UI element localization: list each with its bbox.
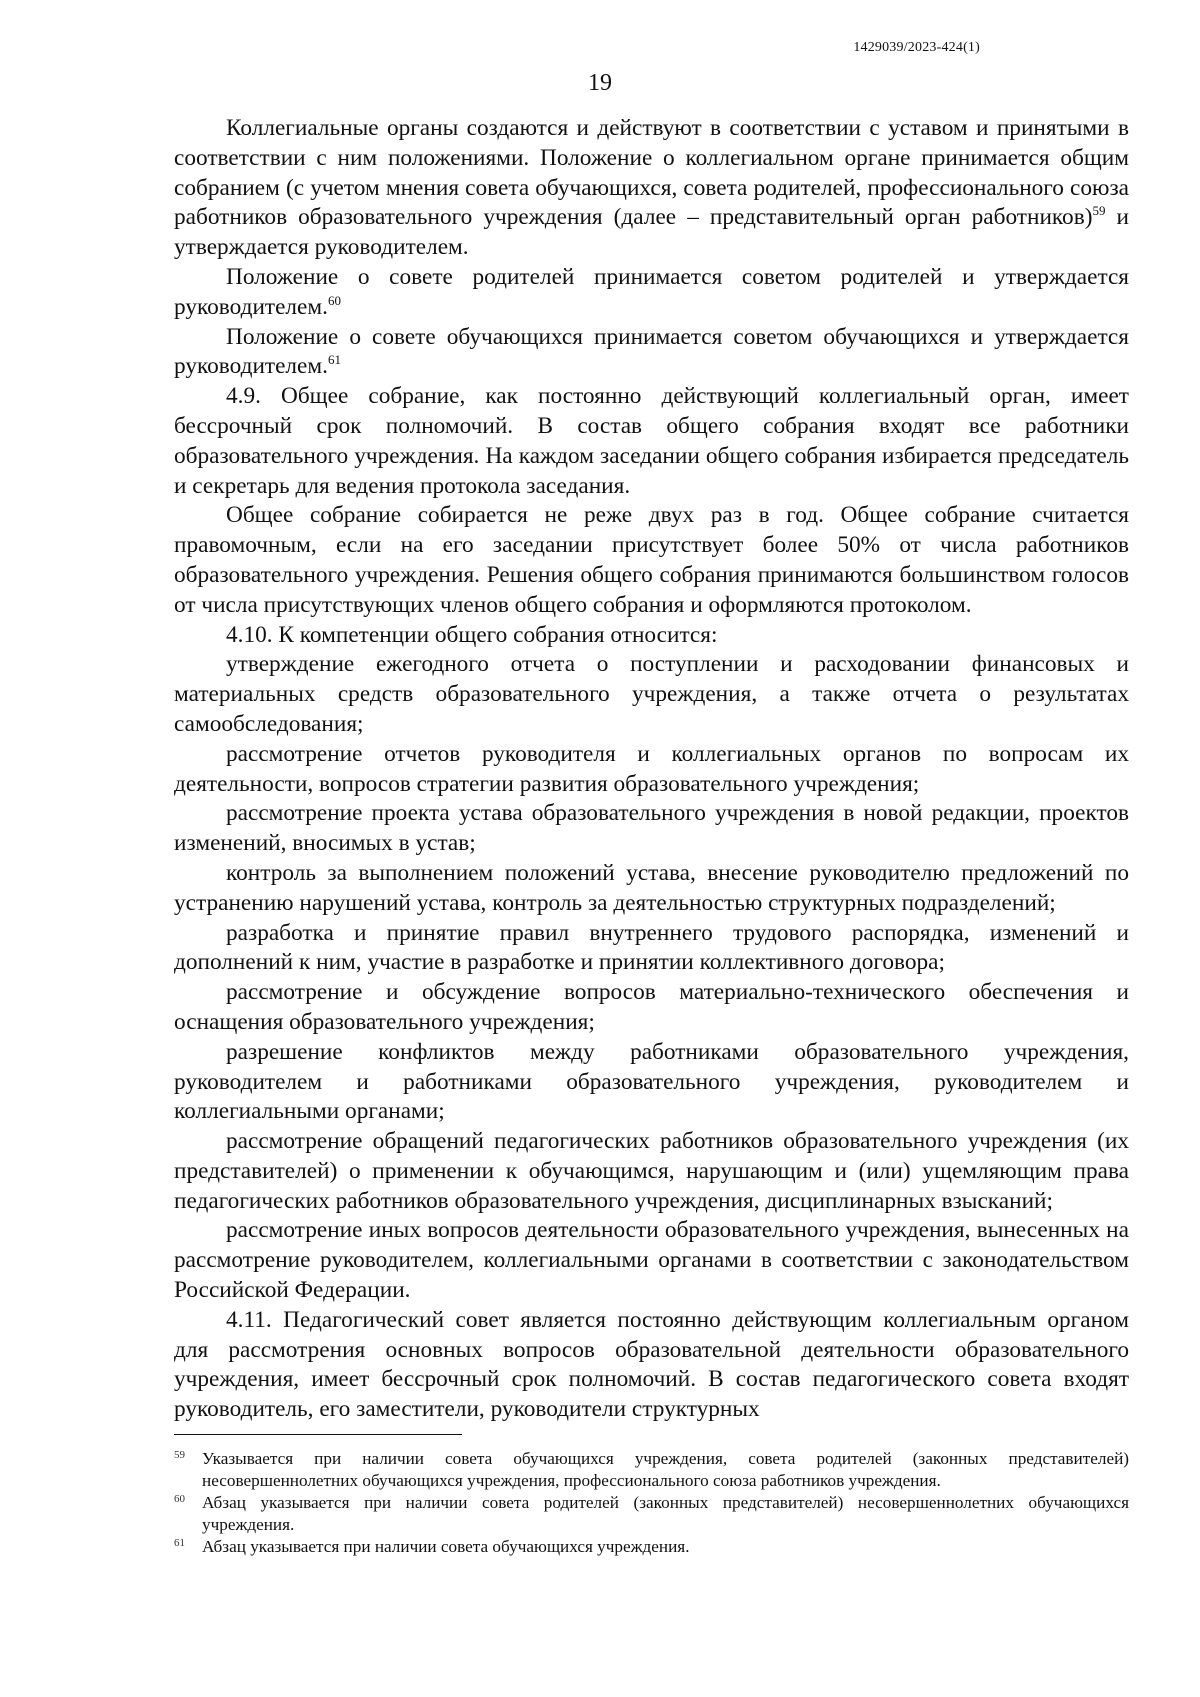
footnote-mark: 61 bbox=[174, 1537, 185, 1549]
body-text bbox=[174, 114, 1129, 1425]
document-id: 1429039/2023-424(1) bbox=[853, 40, 980, 55]
list-item bbox=[174, 1216, 1129, 1305]
paragraph-text: разработка и принятие правил внутреннего трудового распорядка, изменений и дополнений к ним, участие в разработке и принятии коллективного договора; bbox=[174, 919, 1129, 976]
paragraph bbox=[174, 382, 1129, 501]
paragraph bbox=[174, 263, 1129, 323]
paragraph bbox=[174, 323, 1129, 383]
paragraph-text: 4.9. Общее собрание, как постоянно действующий коллегиальный орган, имеет бессрочный срок полномочий. В состав общего собрания входят все работники образовательного учреждения. На каждом заседании общего собрания избирается председатель и секретарь для ведения протокола заседания. bbox=[174, 383, 1129, 499]
paragraph-text: утверждение ежегодного отчета о поступлении и расходовании финансовых и материальных средств образовательного учреждения, а также отчета о результатах самообследования; bbox=[174, 651, 1129, 737]
footnote-text: Абзац указывается при наличии совета обучающихся учреждения. bbox=[202, 1537, 690, 1556]
paragraph-text: 4.10. К компетенции общего собрания относится: bbox=[226, 621, 718, 648]
paragraph-text: рассмотрение отчетов руководителя и коллегиальных органов по вопросам их деятельности, вопросов стратегии развития образовательного учреждения; bbox=[174, 740, 1129, 797]
paragraph-text: контроль за выполнением положений устава, внесение руководителю предложений по устранению нарушений устава, контроль за деятельностью структурных подразделений; bbox=[174, 859, 1129, 916]
list-item bbox=[174, 919, 1129, 979]
footnote-mark: 59 bbox=[174, 1449, 185, 1461]
list-item bbox=[174, 859, 1129, 919]
paragraph-text: рассмотрение проекта устава образовательного учреждения в новой редакции, проектов изменений, вносимых в устав; bbox=[174, 800, 1129, 857]
paragraph-text: Коллегиальные органы создаются и действуют в соответствии с уставом и принятыми в соответствии с ним положениями. Положение о коллегиальном органе принимается общим собранием (с учетом мнения совета обучающихся, совета родителей, профессионального союза работников образовательного учреждения (далее – представительный орган работников) bbox=[174, 115, 1129, 231]
paragraph-text: 4.11. Педагогический совет является постоянно действующим коллегиальным органом для рассмотрения основных вопросов образовательной деятельности образовательного учреждения, имеет бессрочный срок полномочий. В состав педагогического совета входят руководитель, его заместители, руководители структурных bbox=[174, 1306, 1129, 1423]
paragraph-text: Положение о совете родителей принимается советом родителей и утверждается руководителем. bbox=[174, 263, 1129, 320]
list-item bbox=[174, 799, 1129, 859]
footnote-ref: 60 bbox=[327, 293, 341, 309]
footnote-text: Указывается при наличии совета обучающихся учреждения, совета родителей (законных представителей) несовершеннолетних обучающихся учреждения, профессионального союза работников учреждения. bbox=[202, 1449, 1129, 1490]
footnote-divider bbox=[174, 1434, 462, 1435]
list-item bbox=[174, 978, 1129, 1038]
footnote-text: Абзац указывается при наличии совета родителей (законных представителей) несовершеннолетних обучающихся учреждения. bbox=[202, 1493, 1129, 1534]
paragraph-text: рассмотрение и обсуждение вопросов материально-технического обеспечения и оснащения образовательного учреждения; bbox=[174, 979, 1129, 1035]
paragraph bbox=[174, 114, 1129, 263]
footnote-ref: 61 bbox=[327, 352, 341, 368]
paragraph bbox=[174, 501, 1129, 620]
paragraph-text: Общее собрание собирается не реже двух раз в год. Общее собрание считается правомочным, если на его заседании присутствует более 50% от числа работников образовательного учреждения. Решения общего собрания принимаются большинством голосов от числа присутствующих членов общего собрания и оформляются протоколом. bbox=[174, 502, 1129, 618]
footnote-mark: 60 bbox=[174, 1493, 185, 1505]
list-item bbox=[174, 1127, 1129, 1216]
paragraph-text: разрешение конфликтов между работниками образовательного учреждения, руководителем и работниками образовательного учреждения, руководителем и коллегиальными органами; bbox=[174, 1038, 1129, 1125]
footnotes bbox=[174, 1448, 1129, 1558]
list-item bbox=[174, 650, 1129, 739]
paragraph-text-after-ref: и утверждается руководителем. bbox=[174, 204, 1129, 261]
paragraph bbox=[174, 1306, 1129, 1425]
list-item bbox=[174, 1038, 1129, 1127]
paragraph bbox=[174, 621, 1129, 651]
footnote bbox=[174, 1448, 1129, 1492]
paragraph-text: рассмотрение обращений педагогических работников образовательного учреждения (их представителей) о применении к обучающимся, нарушающим и (или) ущемляющим права педагогических работников образовательного учреждения, дисциплинарных взысканий; bbox=[174, 1128, 1129, 1214]
paragraph-text: рассмотрение иных вопросов деятельности образовательного учреждения, вынесенных на рассмотрение руководителем, коллегиальными органами в соответствии с законодательством Российской Федерации. bbox=[174, 1217, 1129, 1304]
footnote bbox=[174, 1536, 1129, 1558]
paragraph-text: Положение о совете обучающихся принимается советом обучающихся и утверждается руководителем. bbox=[174, 323, 1129, 380]
page-number: 19 bbox=[588, 70, 612, 96]
footnote bbox=[174, 1492, 1129, 1536]
list-item bbox=[174, 740, 1129, 800]
footnote-ref: 59 bbox=[1092, 203, 1106, 219]
